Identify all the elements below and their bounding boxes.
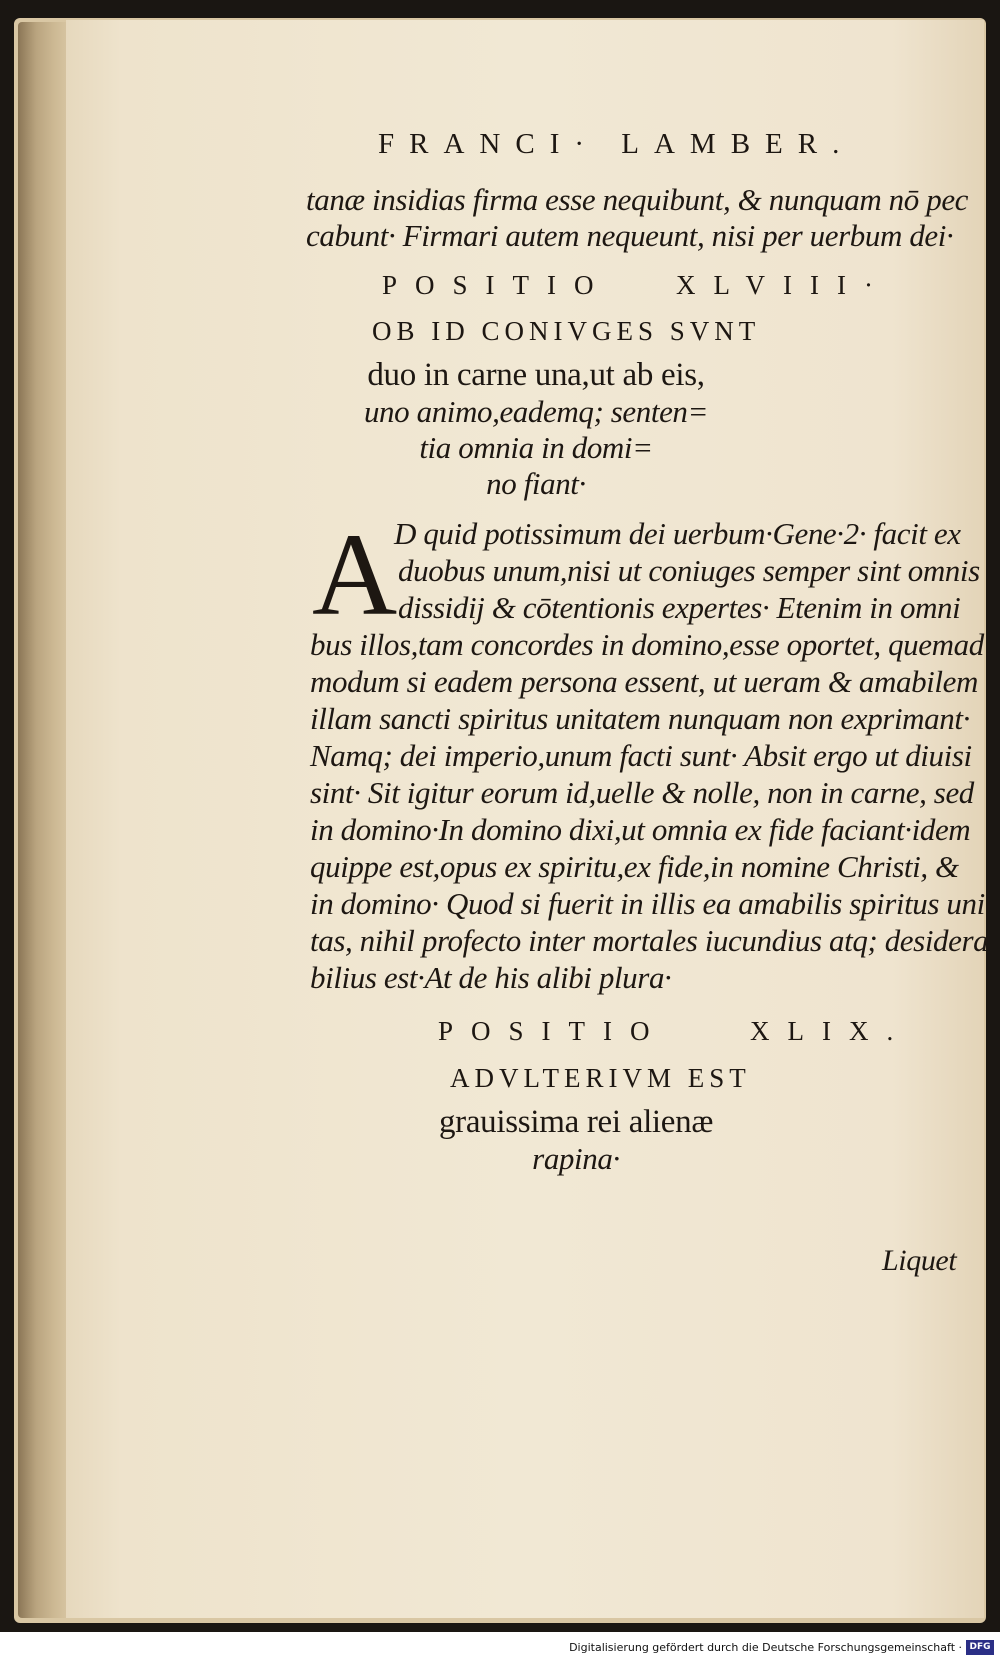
paragraph-line: quippe est,opus ex spiritu,ex fide,in nomine Christi, & <box>310 849 959 884</box>
paragraph-line: bus illos,tam concordes in domino,esse oportet, quemad <box>310 627 984 662</box>
paragraph-line: bilius est·At de his alibi plura· <box>310 960 672 995</box>
thesis-caps-line: ADVLTERIVM EST <box>450 1063 751 1093</box>
catchword: Liquet <box>882 1244 957 1277</box>
paragraph-line: dissidij & cōtentionis expertes· Etenim in omni <box>398 590 961 625</box>
paragraph-line: in domino· Quod si fuerit in illis ea amabilis spiritus uni <box>310 886 985 921</box>
paragraph-line: tas, nihil profecto inter mortales iucundius atq; desidera <box>310 923 989 958</box>
thesis-line: no fiant· <box>486 466 586 501</box>
paragraph-line: illam sancti spiritus unitatem nunquam non exprimant· <box>310 701 970 736</box>
paragraph-line: duobus unum,nisi ut coniuges semper sint omnis <box>398 553 980 588</box>
positio-heading-label: POSITIO <box>382 270 612 300</box>
positio-heading-label: POSITIO <box>438 1016 668 1046</box>
dfg-logo-icon: DFG <box>966 1640 994 1655</box>
paragraph-line: in domino·In domino dixi,ut omnia ex fide faciant·idem <box>310 812 971 847</box>
thesis-line: uno animo,eademq; senten= <box>363 394 709 429</box>
thesis-line: tia omnia in domi= <box>419 430 653 465</box>
text-line: tanæ insidias firma esse nequibunt, & nunquam nō pec <box>306 182 969 217</box>
page-fore-edge <box>18 22 70 1618</box>
paragraph-line: D quid potissimum dei uerbum·Gene·2· facit ex <box>394 516 961 551</box>
positio-heading-number: XLIX. <box>750 1016 912 1046</box>
thesis-roman-line: duo in carne una,ut ab eis, <box>367 357 705 393</box>
text-line: cabunt· Firmari autem nequeunt, nisi per uerbum dei· <box>306 218 954 253</box>
positio-heading-number: XLVIII· <box>676 270 891 300</box>
thesis-line: rapina· <box>532 1141 620 1176</box>
thesis-caps-line: OB ID CONIVGES SVNT <box>372 316 761 346</box>
funding-credit: Digitalisierung gefördert durch die Deutsche Forschungsgemeinschaft · <box>569 1641 962 1654</box>
page-text <box>66 20 989 1618</box>
footer-bar <box>0 1632 1000 1667</box>
book-page <box>66 20 989 1618</box>
drop-capital: A <box>312 509 398 640</box>
thesis-roman-line: grauissima rei alienæ <box>438 1104 714 1140</box>
paragraph-line: Namq; dei imperio,unum facti sunt· Absit ergo ut diuisi <box>310 738 972 773</box>
running-head: FRANCI· LAMBER. <box>378 128 855 160</box>
paragraph-line: sint· Sit igitur eorum id,uelle & nolle, non in carne, sed <box>310 775 974 810</box>
paragraph-line: modum si eadem persona essent, ut ueram & amabilem <box>310 664 978 699</box>
